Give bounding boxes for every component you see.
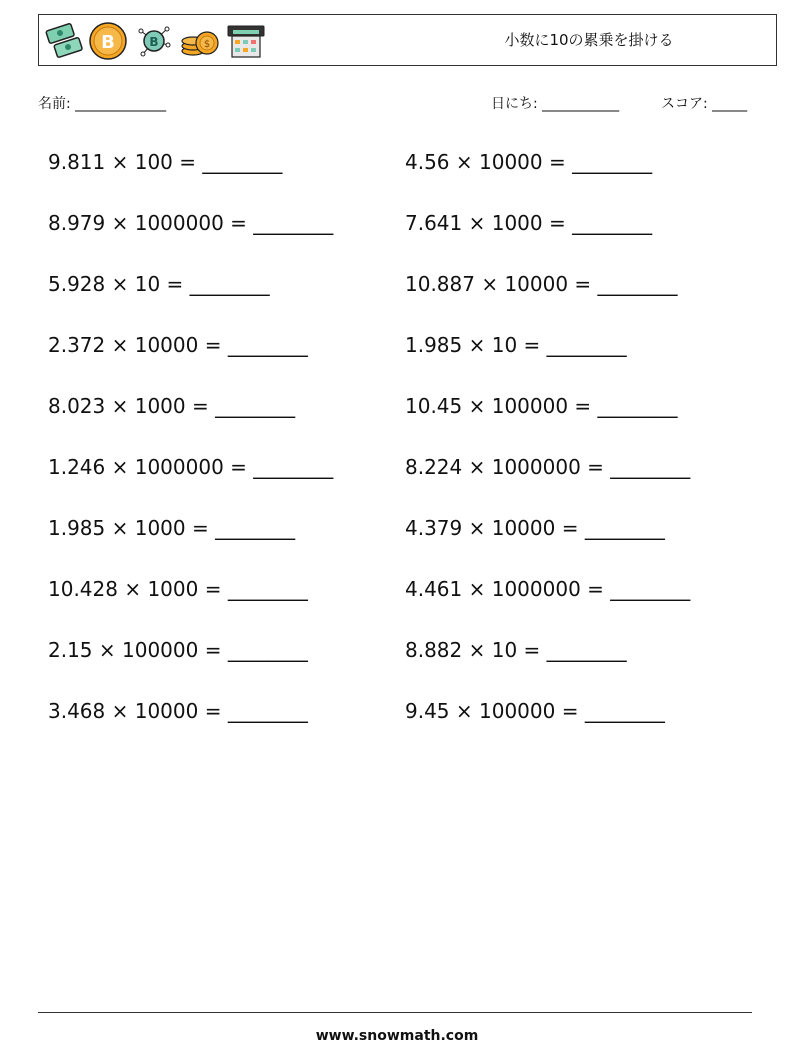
atm-machine-icon <box>225 21 267 61</box>
problem-item: 4.461 × 1000000 = ________ <box>405 577 691 601</box>
problem-item: 9.45 × 100000 = ________ <box>405 699 665 723</box>
footer-divider <box>38 1012 752 1013</box>
footer-website: www.snowmath.com <box>315 1028 479 1044</box>
coin-stack-icon <box>179 21 221 61</box>
bitcoin-coin-icon <box>87 21 129 61</box>
problem-item: 5.928 × 10 = ________ <box>48 272 270 296</box>
problem-item: 10.428 × 1000 = ________ <box>48 577 308 601</box>
problem-item: 4.379 × 10000 = ________ <box>405 516 665 540</box>
bitcoin-network-icon <box>133 21 175 61</box>
problem-item: 8.882 × 10 = ________ <box>405 638 627 662</box>
date-field: 日にち: ___________ <box>491 96 620 112</box>
problem-item: 7.641 × 1000 = ________ <box>405 211 653 235</box>
svg-text:B: B <box>101 32 115 53</box>
problem-item: 1.985 × 10 = ________ <box>405 333 627 357</box>
problem-item: 9.811 × 100 = ________ <box>48 150 283 174</box>
problem-item: 1.985 × 1000 = ________ <box>48 516 296 540</box>
cash-bills-icon <box>43 21 85 61</box>
svg-text:$: $ <box>203 39 211 50</box>
name-field: 名前: _____________ <box>38 96 167 112</box>
problem-item: 2.15 × 100000 = ________ <box>48 638 308 662</box>
svg-text:B: B <box>149 35 159 49</box>
problem-item: 2.372 × 10000 = ________ <box>48 333 308 357</box>
worksheet-title: 小数に10の累乗を掛ける <box>504 31 674 49</box>
problem-item: 8.979 × 1000000 = ________ <box>48 211 334 235</box>
problem-item: 8.023 × 1000 = ________ <box>48 394 296 418</box>
worksheet-header <box>38 14 777 66</box>
problem-item: 10.45 × 100000 = ________ <box>405 394 678 418</box>
problem-item: 8.224 × 1000000 = ________ <box>405 455 691 479</box>
problem-item: 4.56 × 10000 = ________ <box>405 150 653 174</box>
problem-item: 3.468 × 10000 = ________ <box>48 699 308 723</box>
problem-item: 1.246 × 1000000 = ________ <box>48 455 334 479</box>
score-field: スコア: _____ <box>661 96 748 112</box>
problem-item: 10.887 × 10000 = ________ <box>405 272 678 296</box>
